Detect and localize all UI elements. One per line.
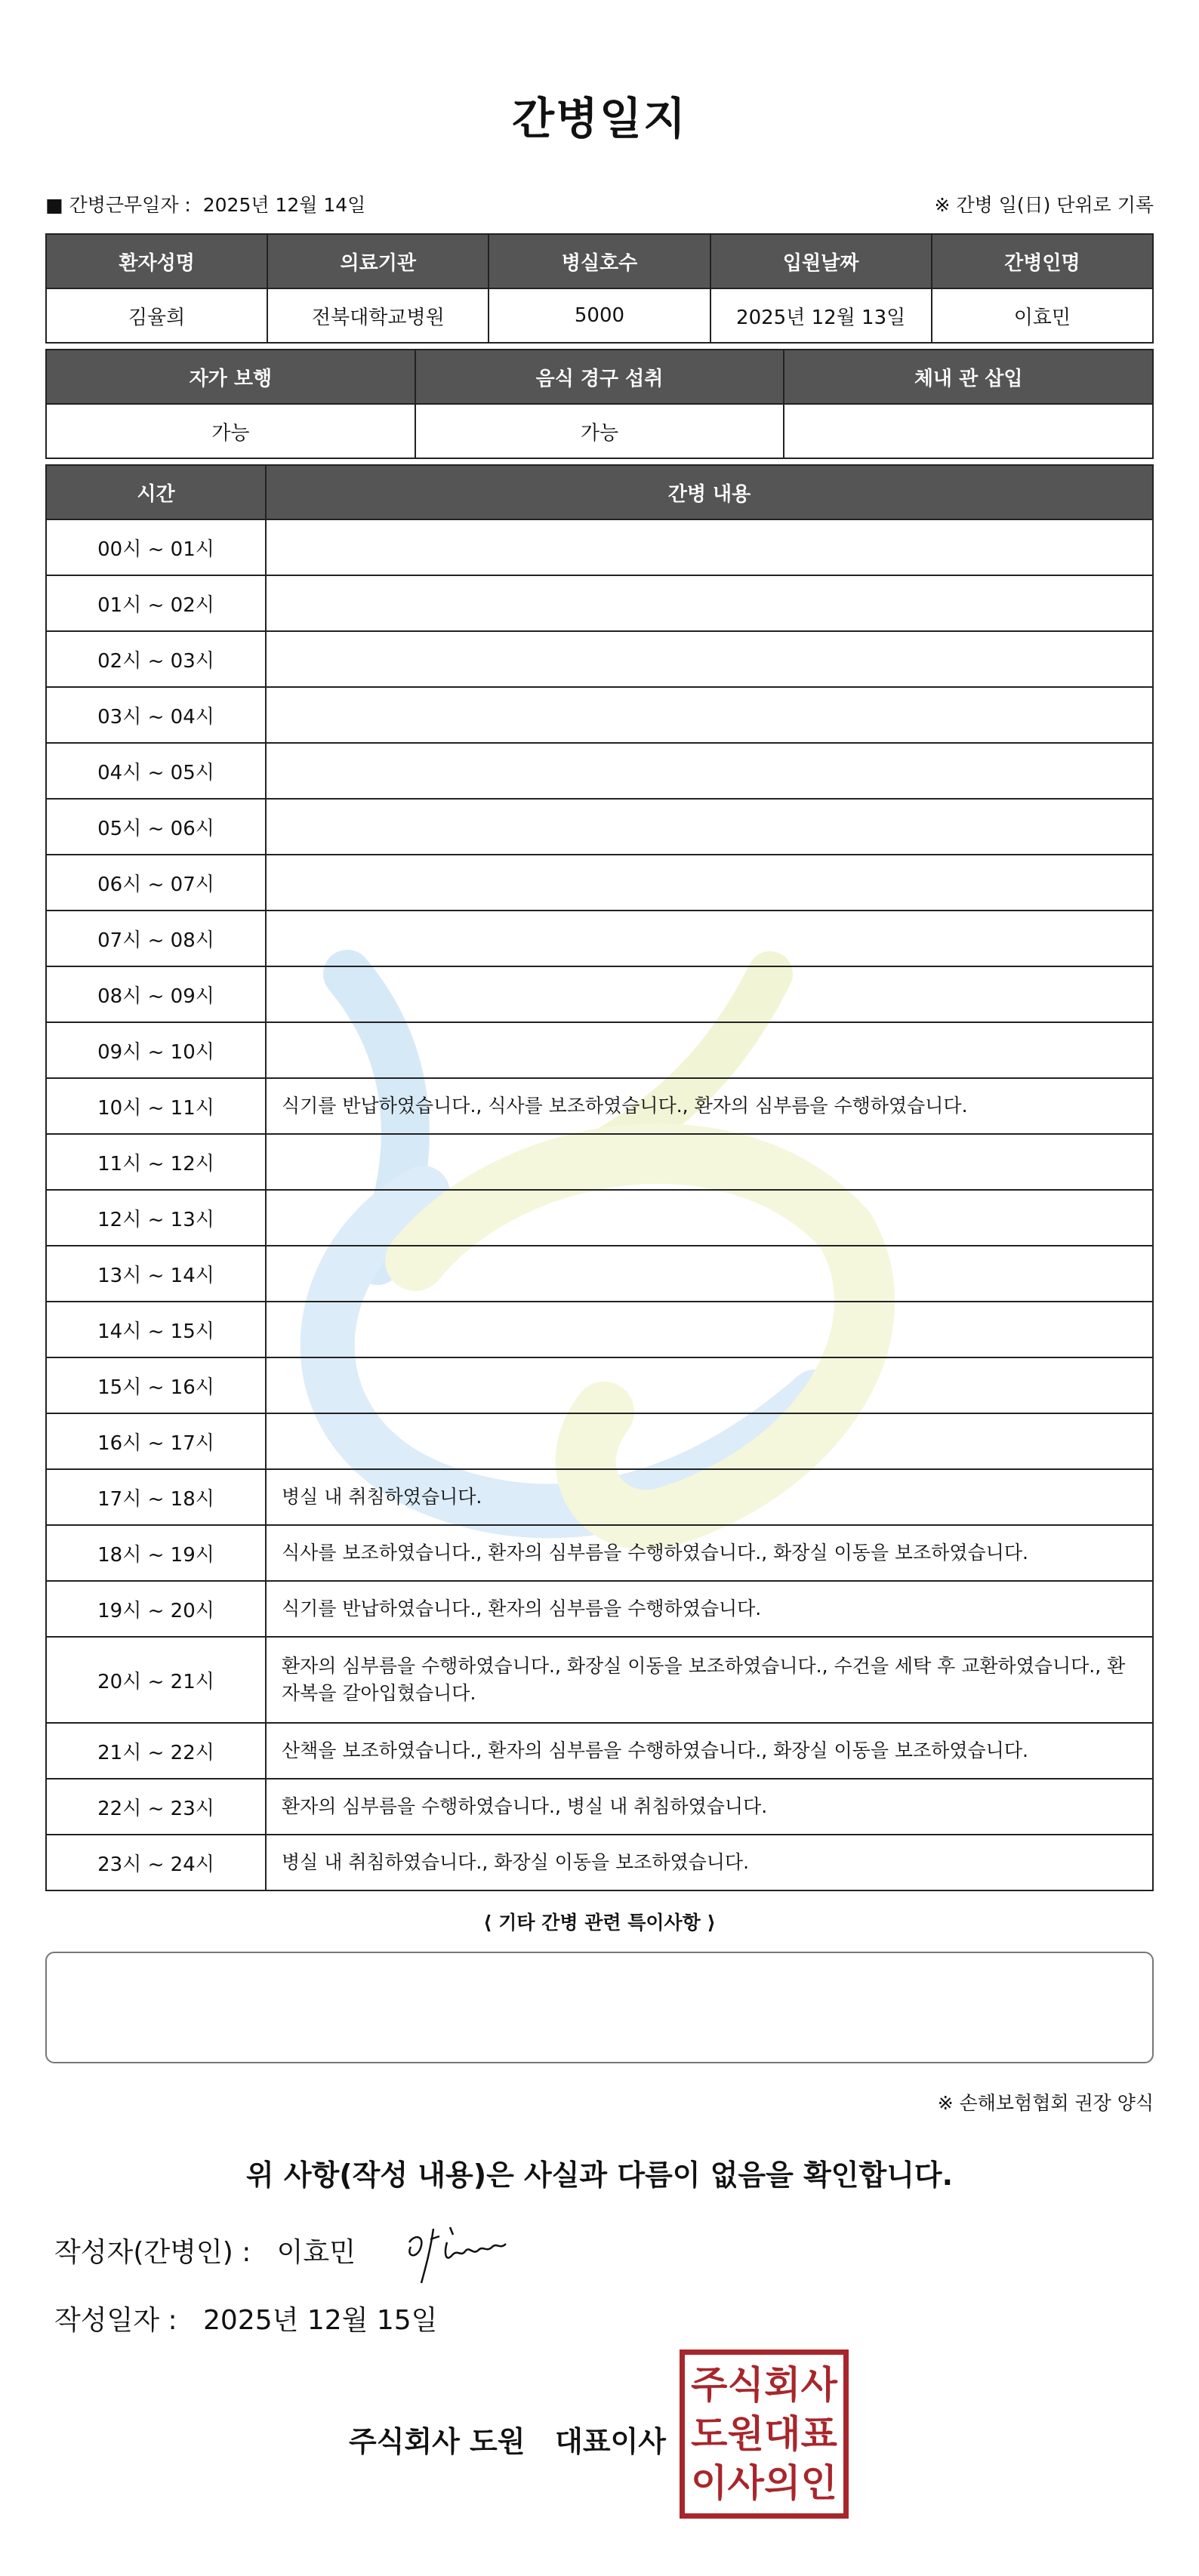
- time-slot: 22시 ~ 23시: [46, 1779, 266, 1835]
- care-content: [266, 743, 1153, 799]
- seal-character: 이: [691, 2460, 728, 2505]
- header-oral-intake: 음식 경구 섭취: [415, 350, 784, 404]
- handwritten-signature: [400, 2220, 513, 2288]
- time-slot: 01시 ~ 02시: [46, 575, 266, 631]
- time-slot: 15시 ~ 16시: [46, 1357, 266, 1413]
- room-number: 5000: [489, 288, 710, 343]
- time-slot: 18시 ~ 19시: [46, 1525, 266, 1581]
- care-log-table: [45, 464, 1154, 1891]
- walking-status: 가능: [46, 404, 415, 458]
- time-slot: 00시 ~ 01시: [46, 519, 266, 575]
- time-slot: 14시 ~ 15시: [46, 1302, 266, 1357]
- hospital-name: 전북대학교병원: [267, 288, 489, 343]
- work-date: ■ 간병근무일자 : 2025년 12월 14일: [45, 194, 366, 216]
- care-content: [266, 1022, 1153, 1078]
- seal-character: 의: [764, 2460, 801, 2505]
- patient-status-table: [45, 349, 1154, 459]
- care-content: 환자의 심부름을 수행하였습니다., 화장실 이동을 보조하였습니다., 수건을 세탁 후 교환하였습니다., 환자복을 갈아입혔습니다.: [266, 1637, 1153, 1723]
- table-row: [46, 1078, 1153, 1134]
- header-time: 시간: [46, 465, 266, 519]
- patient-info-table: [45, 233, 1154, 344]
- time-slot: 17시 ~ 18시: [46, 1469, 266, 1525]
- header-admission-date: 입원날짜: [710, 234, 932, 288]
- care-content: [266, 631, 1153, 687]
- table-row: [46, 1469, 1153, 1525]
- table-row: [46, 1723, 1153, 1779]
- time-slot: 13시 ~ 14시: [46, 1246, 266, 1302]
- seal-character: 인: [800, 2460, 837, 2505]
- care-content: [266, 1246, 1153, 1302]
- table-row: [46, 1302, 1153, 1357]
- care-content: [266, 1134, 1153, 1190]
- time-slot: 10시 ~ 11시: [46, 1078, 266, 1134]
- table-row: [46, 743, 1153, 799]
- page-title: 간병일지: [511, 93, 688, 144]
- table-row: [46, 799, 1153, 855]
- table-row: [46, 1525, 1153, 1581]
- company-representative: 주식회사 도원 대표이사: [349, 2425, 666, 2458]
- header-care-content: 간병 내용: [266, 465, 1153, 519]
- header-room: 병실호수: [489, 234, 710, 288]
- care-content: 식사를 보조하였습니다., 환자의 심부름을 수행하였습니다., 화장실 이동을 보조하였습니다.: [266, 1525, 1153, 1581]
- care-content: 병실 내 취침하였습니다., 화장실 이동을 보조하였습니다.: [266, 1835, 1153, 1890]
- table-row: [46, 1357, 1153, 1413]
- confirmation-statement: 위 사항(작성 내용)은 사실과 다름이 없음을 확인합니다.: [245, 2158, 954, 2192]
- table-row: [46, 1190, 1153, 1246]
- seal-character: 사: [800, 2363, 837, 2408]
- special-notes-title: ⟨ 기타 간병 관련 특이사항 ⟩: [483, 1912, 716, 1934]
- writer-line: 작성자(간병인) : 이효민: [54, 2237, 356, 2268]
- care-content: 식기를 반납하였습니다., 환자의 심부름을 수행하였습니다.: [266, 1581, 1153, 1637]
- time-slot: 16시 ~ 17시: [46, 1413, 266, 1469]
- record-unit-note: ※ 간병 일(日) 단위로 기록: [934, 194, 1154, 216]
- patient-name: 김율희: [46, 288, 267, 343]
- header-walking: 자가 보행: [46, 350, 415, 404]
- care-content: [266, 1302, 1153, 1357]
- header-patient-name: 환자성명: [46, 234, 267, 288]
- time-slot: 08시 ~ 09시: [46, 966, 266, 1022]
- table-row: [46, 1779, 1153, 1835]
- care-content: 산책을 보조하였습니다., 환자의 심부름을 수행하였습니다., 화장실 이동을 보조하였습니다.: [266, 1723, 1153, 1779]
- care-content: [266, 799, 1153, 855]
- seal-character: 표: [800, 2411, 837, 2456]
- care-content: 병실 내 취침하였습니다.: [266, 1469, 1153, 1525]
- care-content: [266, 1413, 1153, 1469]
- table-row: [46, 1581, 1153, 1637]
- care-content: 식기를 반납하였습니다., 식사를 보조하였습니다., 환자의 심부름을 수행하였습니다.: [266, 1078, 1153, 1134]
- care-content: [266, 855, 1153, 911]
- table-row: [46, 1022, 1153, 1078]
- time-slot: 12시 ~ 13시: [46, 1190, 266, 1246]
- header-hospital: 의료기관: [267, 234, 489, 288]
- seal-character: 도: [691, 2411, 728, 2456]
- care-content: [266, 519, 1153, 575]
- company-seal-stamp: [680, 2350, 849, 2519]
- seal-character: 사: [727, 2460, 764, 2505]
- table-row: [46, 631, 1153, 687]
- time-slot: 05시 ~ 06시: [46, 799, 266, 855]
- time-slot: 09시 ~ 10시: [46, 1022, 266, 1078]
- seal-character: 회: [764, 2363, 801, 2408]
- care-content: [266, 687, 1153, 743]
- oral-intake-status: 가능: [415, 404, 784, 458]
- header-caregiver-name: 간병인명: [932, 234, 1153, 288]
- admission-date: 2025년 12월 13일: [710, 288, 932, 343]
- time-slot: 07시 ~ 08시: [46, 911, 266, 966]
- special-notes-box: [45, 1952, 1154, 2063]
- care-content: 환자의 심부름을 수행하였습니다., 병실 내 취침하였습니다.: [266, 1779, 1153, 1835]
- time-slot: 04시 ~ 05시: [46, 743, 266, 799]
- seal-character: 대: [764, 2411, 801, 2456]
- seal-character: 주: [691, 2363, 728, 2408]
- tube-insertion-status: [784, 404, 1153, 458]
- source-note: ※ 손해보험협회 권장 양식: [937, 2092, 1154, 2114]
- table-row: [46, 1835, 1153, 1890]
- care-content: [266, 911, 1153, 966]
- care-content: [266, 1190, 1153, 1246]
- table-row: [46, 1246, 1153, 1302]
- table-row: [46, 687, 1153, 743]
- table-row: [46, 519, 1153, 575]
- time-slot: 02시 ~ 03시: [46, 631, 266, 687]
- time-slot: 21시 ~ 22시: [46, 1723, 266, 1779]
- seal-character: 원: [727, 2411, 764, 2456]
- care-content: [266, 575, 1153, 631]
- header-tube-insertion: 체내 관 삽입: [784, 350, 1153, 404]
- table-row: [46, 911, 1153, 966]
- table-row: [46, 1637, 1153, 1723]
- time-slot: 11시 ~ 12시: [46, 1134, 266, 1190]
- time-slot: 19시 ~ 20시: [46, 1581, 266, 1637]
- seal-character: 식: [727, 2363, 764, 2408]
- table-row: [46, 1134, 1153, 1190]
- meta-row: [45, 190, 1154, 220]
- time-slot: 03시 ~ 04시: [46, 687, 266, 743]
- table-row: [46, 1413, 1153, 1469]
- table-row: [46, 575, 1153, 631]
- care-log-rows: [46, 519, 1153, 1890]
- time-slot: 23시 ~ 24시: [46, 1835, 266, 1890]
- table-row: [46, 855, 1153, 911]
- caregiver-name: 이효민: [932, 288, 1153, 343]
- table-row: [46, 966, 1153, 1022]
- time-slot: 06시 ~ 07시: [46, 855, 266, 911]
- time-slot: 20시 ~ 21시: [46, 1637, 266, 1723]
- written-date: 작성일자 : 2025년 12월 15일: [54, 2305, 438, 2336]
- care-content: [266, 966, 1153, 1022]
- care-content: [266, 1357, 1153, 1413]
